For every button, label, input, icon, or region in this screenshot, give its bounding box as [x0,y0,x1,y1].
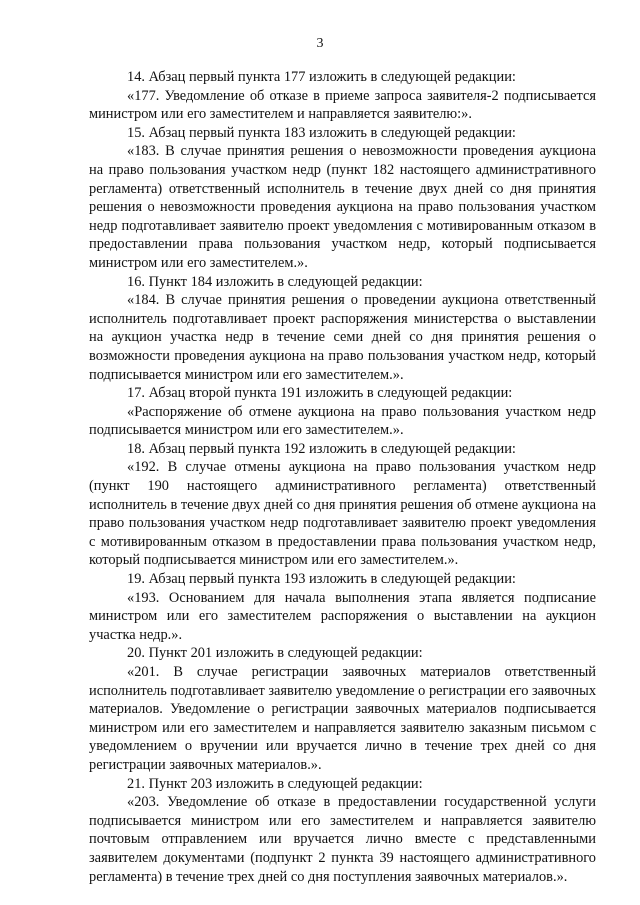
paragraph-quote-191: «Распоряжение об отмене аукциона на право пользования участком недр подписывается министром или его заместителем.». [89,403,596,439]
paragraph-amendment-15: 15. Абзац первый пункта 183 изложить в следующей редакции: [127,124,516,141]
paragraph-amendment-16: 16. Пункт 184 изложить в следующей редакции: [127,273,423,290]
paragraph-amendment-21: 21. Пункт 203 изложить в следующей редакции: [127,775,423,792]
paragraph-quote-183: «183. В случае принятия решения о невозможности проведения аукциона на право пользования участком недр (пункт 182 настоящего административного регламента) ответственный исполнитель в течение двух дней со дня принятия решения о невозможности проведения аукциона на право пользования участком недр подготавливает заявителю проект уведомления с мотивированным отказом в предоставлении права пользования участком недр, который подписывается министром или его заместителем.». [89,143,596,271]
paragraph-quote-203: «203. Уведомление об отказе в предоставлении государственной услуги подписывается министром или его заместителем и направляется заявителю почтовым отправлением или вручается лично вместе с представленными заявителем документами (подпункт 2 пункта 39 настоящего административного регламента) в течение трех дней со дня поступления заявочных материалов.». [89,794,596,885]
paragraph-quote-193: «193. Основанием для начала выполнения этапа является подписание министром или его заместителем распоряжения о выставлении на аукцион участка недр.». [89,589,596,643]
paragraph-amendment-18: 18. Абзац первый пункта 192 изложить в следующей редакции: [127,440,516,457]
paragraph-amendment-17: 17. Абзац второй пункта 191 изложить в следующей редакции: [127,385,513,402]
paragraph-quote-192: «192. В случае отмены аукциона на право пользования участком недр (пункт 190 настоящего административного регламента) ответственный исполнитель в течение двух дней со дня принятия решения об отмене аукциона на право пользования участком недр подготавливает заявителю проект уведомления с мотивированным отказом в предоставлении права пользования участком недр, который подписывается министром или его заместителем.». [89,459,596,569]
paragraph-amendment-19: 19. Абзац первый пункта 193 изложить в следующей редакции: [127,571,516,588]
paragraph-quote-184: «184. В случае принятия решения о проведении аукциона ответственный исполнитель подготавливает проект распоряжения министерства о выставлении на аукцион участка недр в течение семи дней со дня принятия решения о возможности проведения аукциона на право пользования участком недр, который подписывается министром или его заместителем.». [89,292,596,383]
paragraph-quote-201: «201. В случае регистрации заявочных материалов ответственный исполнитель подготавливает заявителю уведомление о регистрации его заявочных материалов. Уведомление о регистрации заявочных материалов подписывается министром или его заместителем и направляется заявителю заказным письмом с уведомлением о вручении или вручается лично в течение трех дней со дня регистрации заявочных материалов.». [89,664,597,773]
paragraph-amendment-14: 14. Абзац первый пункта 177 изложить в следующей редакции: [127,69,516,85]
paragraph-quote-177: «177. Уведомление об отказе в приеме запроса заявителя-2 подписывается министром или его заместителем и направляется заявителю:». [89,87,596,123]
paragraph-amendment-20: 20. Пункт 201 изложить в следующей редакции: [127,645,423,662]
page-number: 3 [316,36,324,51]
document-body [89,68,596,886]
